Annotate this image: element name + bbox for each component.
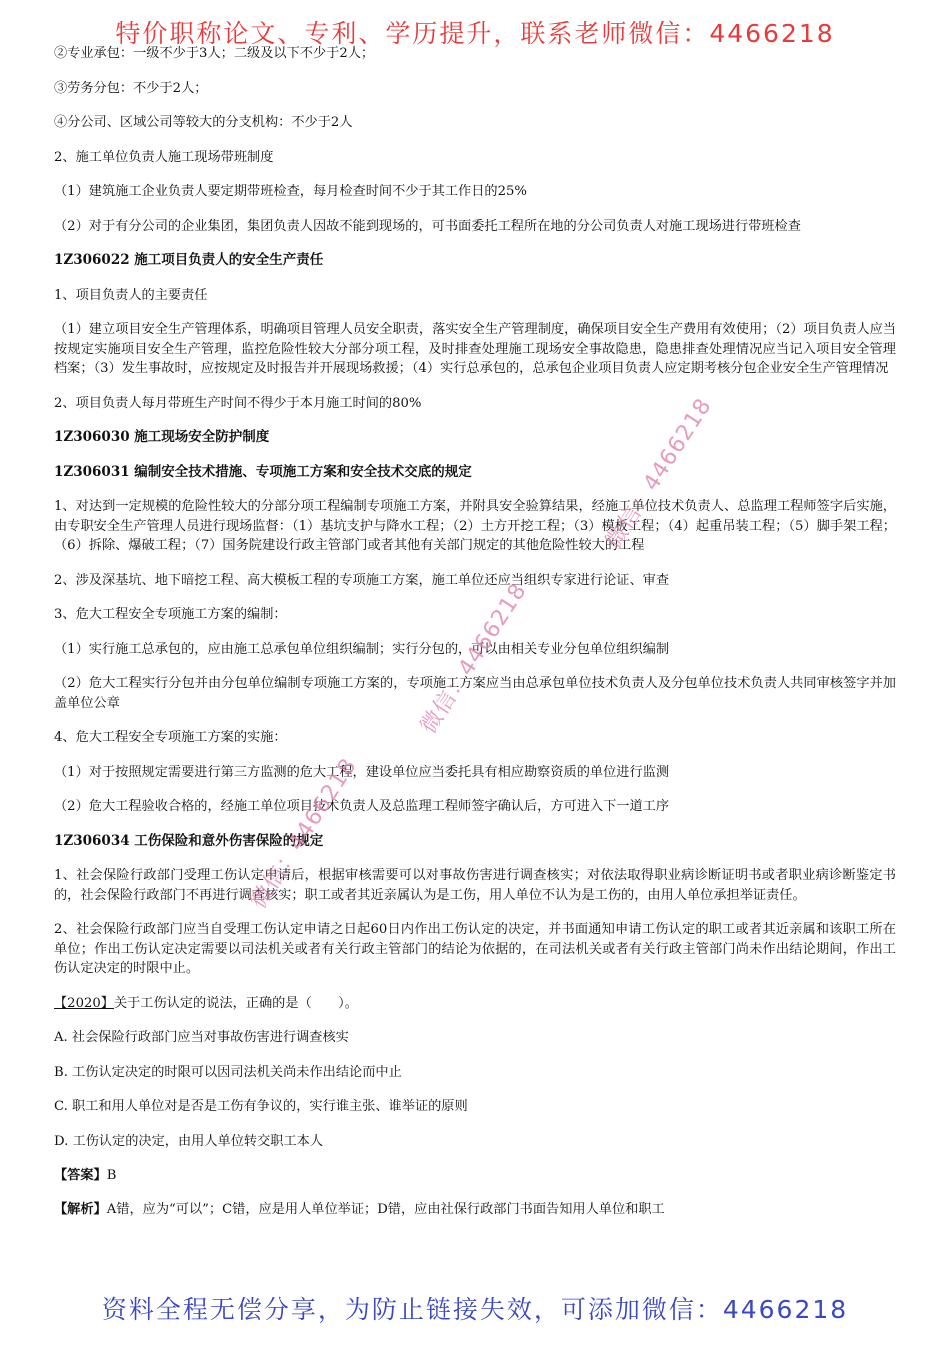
paragraph: ②专业承包：一级不少于3人；二级及以下不少于2人； bbox=[54, 46, 375, 61]
watermark: 微信：4466218 bbox=[601, 393, 717, 554]
answer-value: B bbox=[106, 1168, 117, 1183]
answer-label: 【答案】 bbox=[54, 1168, 107, 1183]
top-promo-banner: 特价职称论文、专利、学历提升，联系老师微信：4466218 bbox=[115, 19, 835, 48]
section-heading: 1Z306030 施工现场安全防护制度 bbox=[54, 429, 270, 445]
bottom-promo-banner: 资料全程无偿分享，为防止链接失效，可添加微信：4466218 bbox=[101, 1295, 849, 1324]
paragraph: 3、危大工程安全专项施工方案的编制： bbox=[54, 607, 287, 622]
paragraph: （1）实行施工总承包的，应由施工总承包单位组织编制；实行分包的，可以由相关专业分包单位组织编制 bbox=[54, 641, 670, 657]
paragraph: （2）危大工程实行分包并由分包单位编制专项施工方案的，专项施工方案应当由总承包单位技术负责人及分包单位技术负责人共同审核签字并加盖单位公章 bbox=[54, 676, 896, 711]
watermark: 微信：4466218 bbox=[246, 753, 362, 914]
question bbox=[54, 994, 896, 1014]
explanation bbox=[54, 1200, 896, 1220]
explanation-label: 【解析】 bbox=[54, 1201, 107, 1217]
option-a: A. 社会保险行政部门应当对事故伤害进行调查核实 bbox=[54, 1030, 349, 1045]
paragraph: （2）危大工程验收合格的，经施工单位项目技术负责人及总监理工程师签字确认后，方可进入下一道工序 bbox=[54, 799, 670, 814]
paragraph: （1）建立项目安全生产管理体系，明确项目管理人员安全职责，落实安全生产管理制度，确保项目安全生产费用有效使用；（2）项目负责人应当按规定实施项目安全生产管理，监控危险性较大分部分项工程，及时排查处理施工现场安全事故隐患，隐患排查处理情况应当记入项目安全管理档案；（3）发生事故时，应按规定及时报告并开展现场救援；（4）实行总承包的，总承包企业项目负责人应定期考核分包企业安全生产管理情况 bbox=[54, 322, 896, 376]
paragraph: 1、社会保险行政部门受理工伤认定申请后，根据审核需要可以对事故伤害进行调查核实；对依法取得职业病诊断证明书或者职业病诊断鉴定书的，社会保险行政部门不再进行调查核实；职工或者其近亲属认为是工伤，用人单位不认为是工伤的，由用人单位承担举证责任。 bbox=[54, 868, 896, 903]
question-text: 关于工伤认定的说法，正确的是（ ）。 bbox=[113, 995, 358, 1011]
section-heading: 1Z306022 施工项目负责人的安全生产责任 bbox=[54, 252, 324, 268]
section-heading: 1Z306031 编制安全技术措施、专项施工方案和安全技术交底的规定 bbox=[54, 463, 472, 480]
option-c: C. 职工和用人单位对是否是工伤有争议的，实行谁主张、谁举证的原则 bbox=[54, 1099, 468, 1114]
paragraph: 2、项目负责人每月带班生产时间不得少于本月施工时间的80% bbox=[54, 395, 422, 411]
paragraph: （2）对于有分公司的企业集团，集团负责人因故不能到现场的，可书面委托工程所在地的分公司负责人对施工现场进行带班检查 bbox=[54, 218, 801, 234]
paragraph: 4、危大工程安全专项施工方案的实施： bbox=[54, 730, 287, 745]
paragraph: 1、对达到一定规模的危险性较大的分部分项工程编制专项施工方案，并附具安全验算结果，经施工单位技术负责人、总监理工程师签字后实施，由专职安全生产管理人员进行现场监督：（1）基坑支护与降水工程；（2）土方开挖工程；（3）模板工程；（4）起重吊装工程；（5）脚手架工程；（6）拆除、爆破工程；（7）国务院建设行政主管部门或者其他有关部门规定的其他危险性较大的工程 bbox=[54, 499, 896, 553]
paragraph: 2、社会保险行政部门应当自受理工伤认定申请之日起60日内作出工伤认定的决定，并书面通知申请工伤认定的职工或者其近亲属和该职工所在单位；作出工伤认定决定需要以司法机关或者有关行政主管部门的结论为依据的，在司法机关或者有关行政主管部门尚未作出结论期间，作出工伤认定决定的时限中止。 bbox=[54, 922, 896, 976]
paragraph: 2、涉及深基坑、地下暗挖工程、高大模板工程的专项施工方案，施工单位还应当组织专家进行论证、审查 bbox=[54, 572, 670, 588]
watermark: 微信：4466218 bbox=[416, 578, 532, 739]
paragraph: ③劳务分包：不少于2人； bbox=[54, 80, 208, 96]
option-b: B. 工伤认定决定的时限可以因司法机关尚未作出结论而中止 bbox=[54, 1064, 402, 1080]
question-year-tag: 【2020】 bbox=[54, 995, 114, 1011]
paragraph: 2、施工单位负责人施工现场带班制度 bbox=[54, 149, 274, 165]
paragraph: 1、项目负责人的主要责任 bbox=[54, 287, 208, 303]
paragraph: （1）对于按照规定需要进行第三方监测的危大工程，建设单位应当委托具有相应勘察资质的单位进行监测 bbox=[54, 764, 670, 780]
paragraph: （1）建筑施工企业负责人要定期带班检查，每月检查时间不少于其工作日的25% bbox=[54, 184, 527, 199]
option-d: D. 工伤认定的决定，由用人单位转交职工本人 bbox=[54, 1133, 324, 1149]
section-heading: 1Z306034 工伤保险和意外伤害保险的规定 bbox=[54, 832, 324, 849]
paragraph: ④分公司、区域公司等较大的分支机构：不少于2人 bbox=[54, 115, 353, 130]
answer bbox=[54, 1166, 896, 1186]
explanation-text: A错，应为“可以”；C错，应是用人单位举证；D错，应由社保行政部门书面告知用人单位和职工 bbox=[106, 1201, 665, 1217]
